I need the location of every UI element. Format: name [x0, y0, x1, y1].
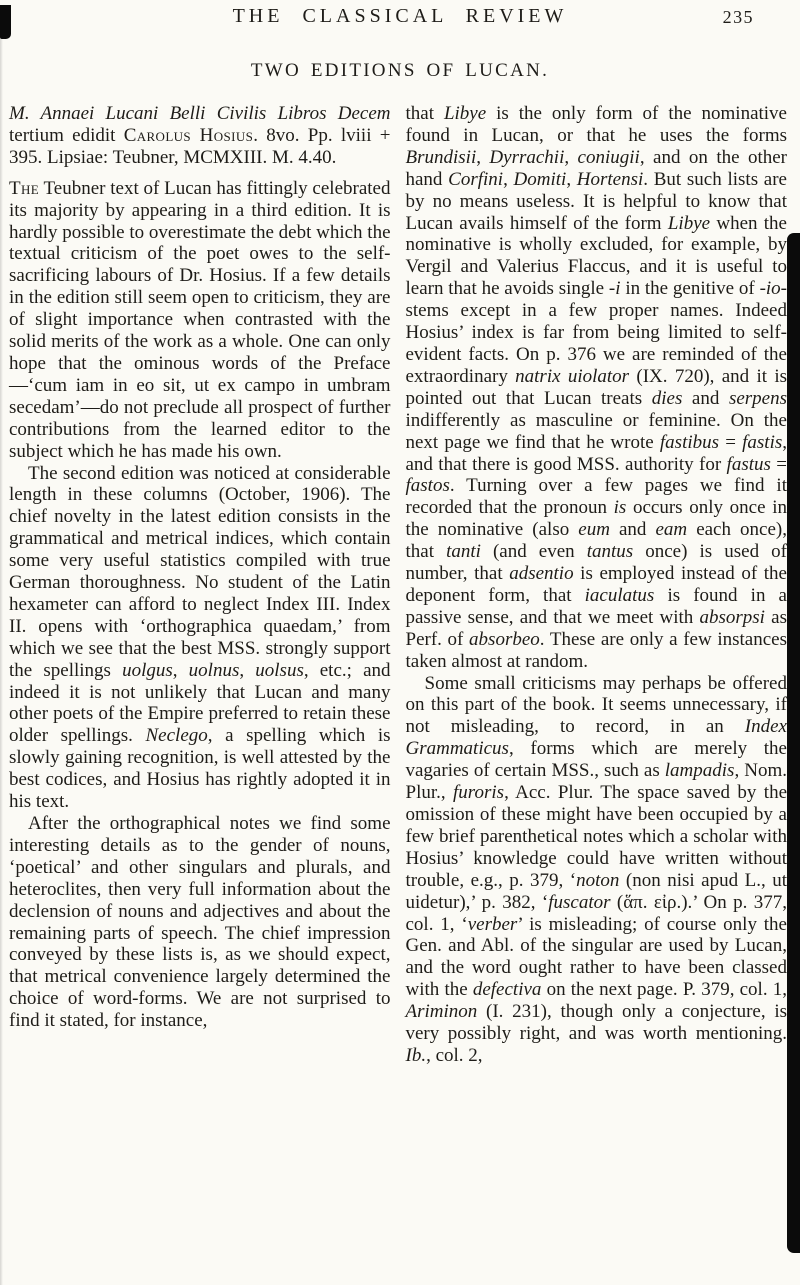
text-run: , forms which are merely the vagaries of certain MSS., such as: [405, 738, 787, 782]
text-run: once) is used of number, that: [405, 541, 787, 585]
italic-text-run: Hortensi: [576, 168, 644, 190]
text-run: on the next page. P. 379, col. 1,: [541, 979, 787, 1001]
text-run: indifferently as masculine or feminine. On the next page we find that he wrote: [405, 409, 787, 453]
text-run: Some small criticisms may perhaps be offered on this part of the book. It seems unnecessary, if not misleading, to record, in an: [405, 672, 787, 738]
text-run: =: [770, 453, 787, 475]
italic-text-run: lampadis: [664, 760, 735, 782]
text-run: occurs only once in the nominative (also: [405, 497, 787, 541]
italic-text-run: tanti: [446, 541, 481, 563]
text-run: (non nisi apud L., ut uidetur),’ p. 382, ‘: [405, 869, 787, 913]
text-run: ,: [476, 146, 490, 168]
text-run: , etc.; and indeed it is not unlikely that Lucan and many other poets of the Empire preferred to retain these older spellings.: [9, 659, 391, 747]
text-run: The second edition was noticed at considerable length in these columns (October, 1906). The chief novelty in the latest edition consists in the grammatical and metrical indices, which contain some very useful statistics compiled with true German thoroughness. No student of the Latin hexameter can afford to neglect Index III. Index II. opens with ‘orthographica quaedam,’ from which we see that the best MSS. strongly support the spellings: [9, 462, 391, 681]
text-run: tertium edidit: [9, 124, 124, 146]
italic-text-run: uolsus: [255, 659, 304, 681]
text-run: as Perf. of: [405, 606, 787, 650]
paragraph: [9, 813, 391, 1032]
text-run: . But such lists are by no means useless. It is helpful to know that Lucan avails himself of the form: [405, 168, 787, 234]
paragraph: [9, 463, 391, 814]
italic-text-run: noton: [576, 869, 620, 891]
italic-text-run: natrix uiolator: [515, 365, 630, 387]
italic-text-run: is: [613, 497, 627, 519]
text-run: . 8vo. Pp. lviii + 395. Lipsiae: Teubner, MCMXIII. M. 4.40.: [9, 124, 391, 168]
paragraph: [406, 103, 788, 673]
italic-text-run: Dyrrachii: [489, 146, 565, 168]
text-run: and: [609, 519, 656, 541]
italic-text-run: uolgus: [122, 659, 173, 681]
italic-text-run: fastos: [405, 475, 450, 497]
italic-text-run: Corfini: [448, 168, 504, 190]
text-run: , Nom. Plur.,: [405, 760, 787, 804]
text-run: , and that there is good MSS. authority for: [405, 431, 787, 475]
italic-text-run: fastibus: [659, 431, 720, 453]
running-header: [0, 5, 800, 31]
italic-text-run: furoris: [453, 782, 505, 804]
italic-text-run: -io: [759, 278, 781, 300]
italic-text-run: fastus: [726, 453, 771, 475]
italic-text-run: Domiti: [513, 168, 567, 190]
italic-text-run: defectiva: [472, 979, 542, 1001]
article-title: TWO EDITIONS OF LUCAN.: [250, 60, 550, 81]
text-run: . These are only a few instances taken almost at random.: [405, 628, 787, 672]
italic-text-run: iaculatus: [584, 584, 655, 606]
text-run: , col. 2,: [426, 1044, 483, 1066]
text-run: when the nominative is wholly excluded, for example, by Vergil and Valerius Flaccus, and it is useful to learn that he avoids single: [405, 212, 787, 300]
text-run: , a spelling which is slowly gaining recognition, is well attested by the best codices, and Hosius has rightly adopted it in his text.: [9, 725, 391, 813]
paragraph: [9, 178, 391, 463]
italic-text-run: Index Grammaticus: [405, 716, 787, 760]
page-number: 235: [722, 7, 754, 27]
text-run: ,: [239, 659, 256, 681]
two-column-text-block: [0, 82, 800, 1067]
italic-text-run: fastis: [742, 431, 783, 453]
italic-text-run: eam: [655, 519, 688, 541]
scan-edge-shadow: [0, 5, 3, 1285]
italic-text-run: Neclego: [145, 725, 208, 747]
text-run: is the only form of the nominative found in Lucan, or that he uses the forms: [405, 103, 787, 146]
text-run: and: [682, 387, 729, 409]
text-run: is found in a passive sense, and that we meet with: [405, 584, 787, 628]
text-run: =: [719, 431, 743, 453]
small-caps-text-run: The: [9, 177, 40, 199]
text-run: (and even: [480, 541, 587, 563]
text-run: is employed instead of the deponent form, that: [405, 563, 787, 606]
small-caps-text-run: Carolus Hosius: [123, 124, 254, 146]
italic-text-run: verber: [467, 913, 518, 935]
italic-text-run: absorpsi: [699, 606, 765, 628]
italic-text-run: Brundisii: [405, 146, 477, 168]
italic-text-run: serpens: [728, 387, 787, 409]
text-run: (I. 231), though only a conjecture, is very possibly right, and was worth mentioning.: [405, 1001, 787, 1045]
italic-text-run: Libye: [667, 212, 711, 234]
text-run: (ἅπ. εἰρ.).’ On p. 377, col. 1, ‘: [405, 891, 787, 935]
text-run: ’ is misleading; of course only the Gen. and Abl. of the singular are used by Lucan, and the word ought rather to have been classed with the: [405, 913, 787, 1001]
text-run: in the genitive of: [620, 278, 760, 300]
text-run: . Turning over a few pages we find it recorded that the pronoun: [405, 475, 787, 519]
italic-text-run: adsentio: [509, 563, 574, 585]
text-run: -stems except in a few proper names. Indeed Hosius’ index is far from being limited to self-evident facts. On p. 376 we are reminded of the extraordinary: [405, 278, 787, 387]
scan-artifact-right-edge: [787, 233, 800, 1253]
italic-text-run: tantus: [586, 541, 634, 563]
italic-text-run: Ariminon: [405, 1001, 478, 1023]
scanned-journal-page: [0, 5, 800, 1285]
italic-text-run: Ib.: [405, 1044, 427, 1066]
text-run: ,: [172, 659, 189, 681]
text-run: ,: [564, 146, 578, 168]
column-left: [9, 103, 391, 1067]
column-right: [406, 103, 788, 1067]
italic-text-run: dies: [651, 387, 683, 409]
text-run: each once), that: [405, 519, 787, 563]
italic-text-run: fuscator: [548, 891, 611, 913]
italic-text-run: -i: [608, 278, 621, 300]
text-run: ,: [566, 168, 577, 190]
journal-title: THE CLASSICAL REVIEW: [232, 5, 568, 27]
text-run: that: [405, 103, 444, 124]
paragraph: [406, 673, 788, 1067]
italic-text-run: eum: [578, 519, 610, 541]
italic-text-run: coniugii: [577, 146, 640, 168]
book-citation: [9, 103, 391, 169]
text-run: After the orthographical notes we find some interesting details as to the gender of nouns, ‘poetical’ and other singulars and plurals, and heteroclites, then very full information about the declension of nouns and adjectives and about the remaining parts of speech. The chief impression conveyed by these lists is, as we should expect, that metrical convenience largely determined the choice of word-forms. We are not surprised to find it stated, for instance,: [9, 813, 391, 1032]
text-run: (IX. 720), and it is pointed out that Lucan treats: [405, 365, 788, 409]
italic-text-run: absorbeo: [469, 628, 540, 650]
italic-text-run: Libye: [443, 103, 487, 124]
italic-text-run: uolnus: [188, 659, 240, 681]
italic-text-run: M. Annaei Lucani Belli Civilis Libros Decem: [9, 103, 391, 124]
text-run: ,: [503, 168, 514, 190]
text-run: Teubner text of Lucan has fittingly celebrated its majority by appearing in a third edition. It is hardly possible to overestimate the debt which the textual criticism of the poet owes to the self-sacrificing labours of Dr. Hosius. If a few details in the edition still seem open to criticism, they are of slight importance when contrasted with the solid merits of the work as a whole. One can only hope that the ominous words of the Preface—‘cum iam in eo sit, ut ex campo in umbram secedam’—do not preclude all prospect of further contributions from the learned editor to the subject which he has made his own.: [9, 177, 391, 462]
scan-artifact-top-left: [0, 5, 11, 39]
text-run: , and on the other hand: [405, 146, 788, 190]
text-run: , Acc. Plur. The space saved by the omission of these might have been occupied by a few brief parenthetical notes which a scholar with Hosius’ knowledge could have written without trouble, e.g., p. 379, ‘: [405, 782, 788, 891]
